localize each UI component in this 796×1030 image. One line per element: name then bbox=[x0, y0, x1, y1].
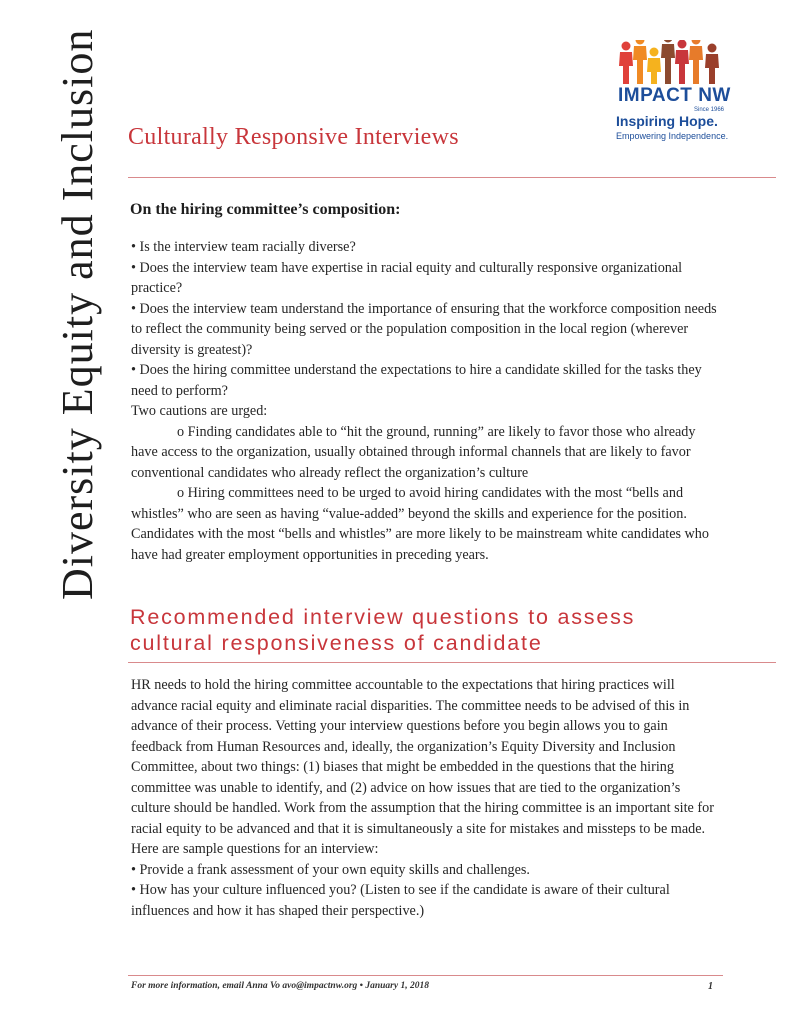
logo-figure-head bbox=[678, 40, 687, 49]
logo-figure-body bbox=[619, 52, 633, 84]
question-1: • Provide a frank assessment of your own equity skills and challenges. bbox=[131, 861, 530, 878]
logo-figure-head bbox=[650, 48, 659, 57]
hr-paragraph: HR needs to hold the hiring committee accountable to the expectations that hiring practices will advance racial equity and eliminate racial disparities. The committee needs to be advised of this in advance of their process. Vetting your interview questions before you begin allows you to gain feedback from Human Resources and, ideally, the organization’s Equity Diversity and Inclusion Committee, about two things: (1) biases that might be embedded in the questions that the hiring committee was unable to identify, and (2) advice on how issues that are tied to the organization’s culture should be handled. Work from the assumption that the hiring committee is an important site for racial equity to be advanced and that it is simultaneously a site for mistakes and missteps to be made. bbox=[131, 677, 714, 837]
logo-figure-head bbox=[664, 40, 673, 43]
section2-heading-line2: cultural responsiveness of candidate bbox=[130, 631, 543, 655]
bullet-expertise: • Does the interview team have expertise in racial equity and culturally responsive organizational practice? bbox=[131, 259, 683, 296]
logo-figure-body bbox=[675, 50, 689, 84]
caution-1: o Finding candidates able to “hit the ground, running” are likely to favor those who already have access to the organization, usually obtained through informal channels that are likely to favor conventional candidates who already reflect the organization’s culture bbox=[131, 423, 696, 481]
logo-figure-body bbox=[705, 54, 719, 84]
logo-tagline-2: Empowering Independence. bbox=[616, 131, 729, 141]
cautions-intro: Two cautions are urged: bbox=[131, 403, 268, 419]
title-divider bbox=[128, 177, 776, 178]
section1-body bbox=[131, 237, 721, 565]
logo-figure-body bbox=[689, 46, 703, 84]
impact-nw-logo bbox=[612, 40, 730, 146]
logo-figure-body bbox=[647, 58, 661, 84]
logo-figure-body bbox=[661, 44, 675, 84]
section2-divider bbox=[128, 662, 776, 663]
footer-contact: For more information, email Anna Vo avo@impactnw.org • January 1, 2018 bbox=[131, 981, 429, 991]
bullet-expectations: • Does the hiring committee understand the expectations to hire a candidate skilled for the tasks they need to perform? bbox=[131, 362, 702, 399]
sample-intro: Here are sample questions for an interview: bbox=[131, 841, 379, 857]
page-title: Culturally Responsive Interviews bbox=[128, 124, 459, 150]
logo-figure-head bbox=[692, 40, 701, 45]
logo-brand: IMPACT NW bbox=[618, 85, 731, 106]
section2-body bbox=[131, 675, 721, 921]
section2-heading-line1: Recommended interview questions to assess bbox=[130, 605, 636, 629]
question-2: • How has your culture influenced you? (Listen to see if the candidate is aware of their cultural influences and how it has shaped their perspective.) bbox=[131, 882, 670, 919]
section1-heading: On the hiring committee’s composition: bbox=[130, 201, 401, 218]
logo-tagline-1: Inspiring Hope. bbox=[616, 113, 718, 129]
bullet-diverse: • Is the interview team racially diverse? bbox=[131, 239, 356, 255]
logo-figure-head bbox=[622, 42, 631, 51]
caution-2: o Hiring committees need to be urged to avoid hiring candidates with the most “bells and whistles” who are seen as having “value-added” beyond the skills and experience for the position. Candidates with the most “bells and whistles” are more likely to be mainstream white candidates who have had greater employment opportunities in preceding years. bbox=[131, 485, 709, 563]
section2-heading bbox=[130, 604, 730, 656]
footer-divider bbox=[128, 975, 723, 976]
people-group-icon bbox=[618, 40, 724, 84]
sidebar-title-text: Diversity Equity and Inclusion bbox=[53, 28, 102, 600]
sidebar-title bbox=[38, 28, 118, 600]
logo-since: Since 1966 bbox=[694, 107, 725, 113]
bullet-workforce: • Does the interview team understand the importance of ensuring that the workforce composition needs to reflect the community being served or the population composition in the local region (wherever diversity is greatest)? bbox=[131, 300, 717, 358]
page-number: 1 bbox=[708, 981, 713, 992]
logo-figure-head bbox=[636, 40, 645, 45]
logo-figure-head bbox=[708, 44, 717, 53]
logo-figure-body bbox=[633, 46, 647, 84]
